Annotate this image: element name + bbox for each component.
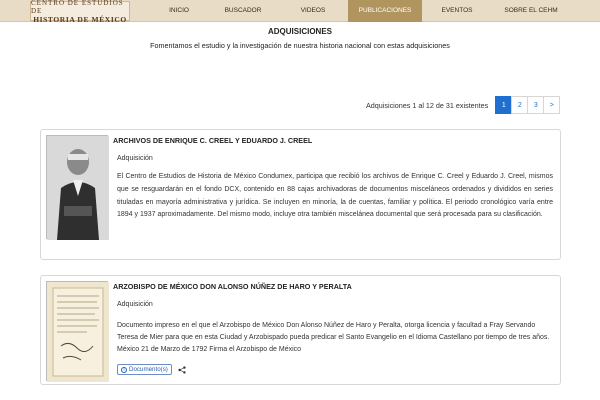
pagination xyxy=(496,96,560,114)
nav-item-buscador[interactable]: BUSCADOR xyxy=(224,7,262,14)
card-type: Adquisición xyxy=(117,301,153,308)
cehm-logo[interactable] xyxy=(30,0,130,24)
document-scan-photo[interactable] xyxy=(46,281,108,381)
card-title[interactable]: ARZOBISPO DE MÉXICO DON ALONSO NÚÑEZ DE HARO Y PERALTA xyxy=(113,282,352,291)
creel-portrait-photo[interactable] xyxy=(46,135,108,239)
card-description: Documento impreso en el que el Arzobispo de México Don Alonso Núñez de Haro y Peralta, otorga licencia y facultad a Fray Servando Teresa de Mier para que en esta Ciudad y Arzobispado pueda predicar el Santo Evangelio en el Idioma Castellano por tiempo de tres años. México 21 de Marzo de 1792 Firma el Arzobispo de México xyxy=(117,322,550,353)
nav-item-videos[interactable]: VIDEOS xyxy=(300,7,326,14)
info-icon: i xyxy=(121,367,127,373)
nav-item-sobre-el-cehm[interactable]: SOBRE EL CEHM xyxy=(504,7,558,14)
share-icon[interactable] xyxy=(178,366,186,374)
results-count: Adquisiciones 1 al 12 de 31 existentes xyxy=(366,100,489,110)
page-title: ADQUISICIONES xyxy=(267,27,332,36)
page-subtitle: Fomentamos el estudio y la investigación de nuestra historia nacional con estas adquisiciones xyxy=(150,41,450,50)
top-navigation xyxy=(0,0,600,22)
acquisition-card xyxy=(40,129,561,260)
nav-menu xyxy=(150,0,570,22)
card-title[interactable]: ARCHIVOS DE ENRIQUE C. CREEL Y EDUARDO J. CREEL xyxy=(113,136,313,145)
page-3-button[interactable]: 3 xyxy=(527,96,544,114)
documents-button-label: Documento(s) xyxy=(129,366,168,373)
document-actions xyxy=(117,364,186,375)
logo-line-2: HISTORIA DE MÉXICO xyxy=(33,14,127,24)
card-type: Adquisición xyxy=(117,155,153,162)
logo-line-1: CENTRO DE ESTUDIOS DE xyxy=(31,0,124,15)
nav-item-inicio[interactable]: INICIO xyxy=(169,7,189,14)
acquisition-card xyxy=(40,275,561,385)
nav-item-eventos[interactable]: EVENTOS xyxy=(441,7,473,14)
documents-button[interactable] xyxy=(117,364,172,375)
next-page-button[interactable]: > xyxy=(543,96,560,114)
nav-item-publicaciones[interactable]: PUBLICACIONES xyxy=(348,0,422,22)
page-2-button[interactable]: 2 xyxy=(511,96,528,114)
pagination-bar xyxy=(366,96,560,114)
card-description: El Centro de Estudios de Historia de México Condumex, participa que recibió los archivos de Enrique C. Creel y Eduardo J. Creel, mismos que se resguardarán en el fondo DCX, contenido en 88 cajas archivadoras de documentos misceláneos ordenados y divididos en series tituladas en mayoría administrativa y jurídica. Se incluyen en minoría, la de cuentas, familiar y política. El periodo cronológico varía entre 1894 y 1937 aproximadamente. Del mismo modo, incluye otra también miscelánea documental que será procesada para su clasificación. xyxy=(117,173,553,219)
page-1-button[interactable]: 1 xyxy=(495,96,512,114)
